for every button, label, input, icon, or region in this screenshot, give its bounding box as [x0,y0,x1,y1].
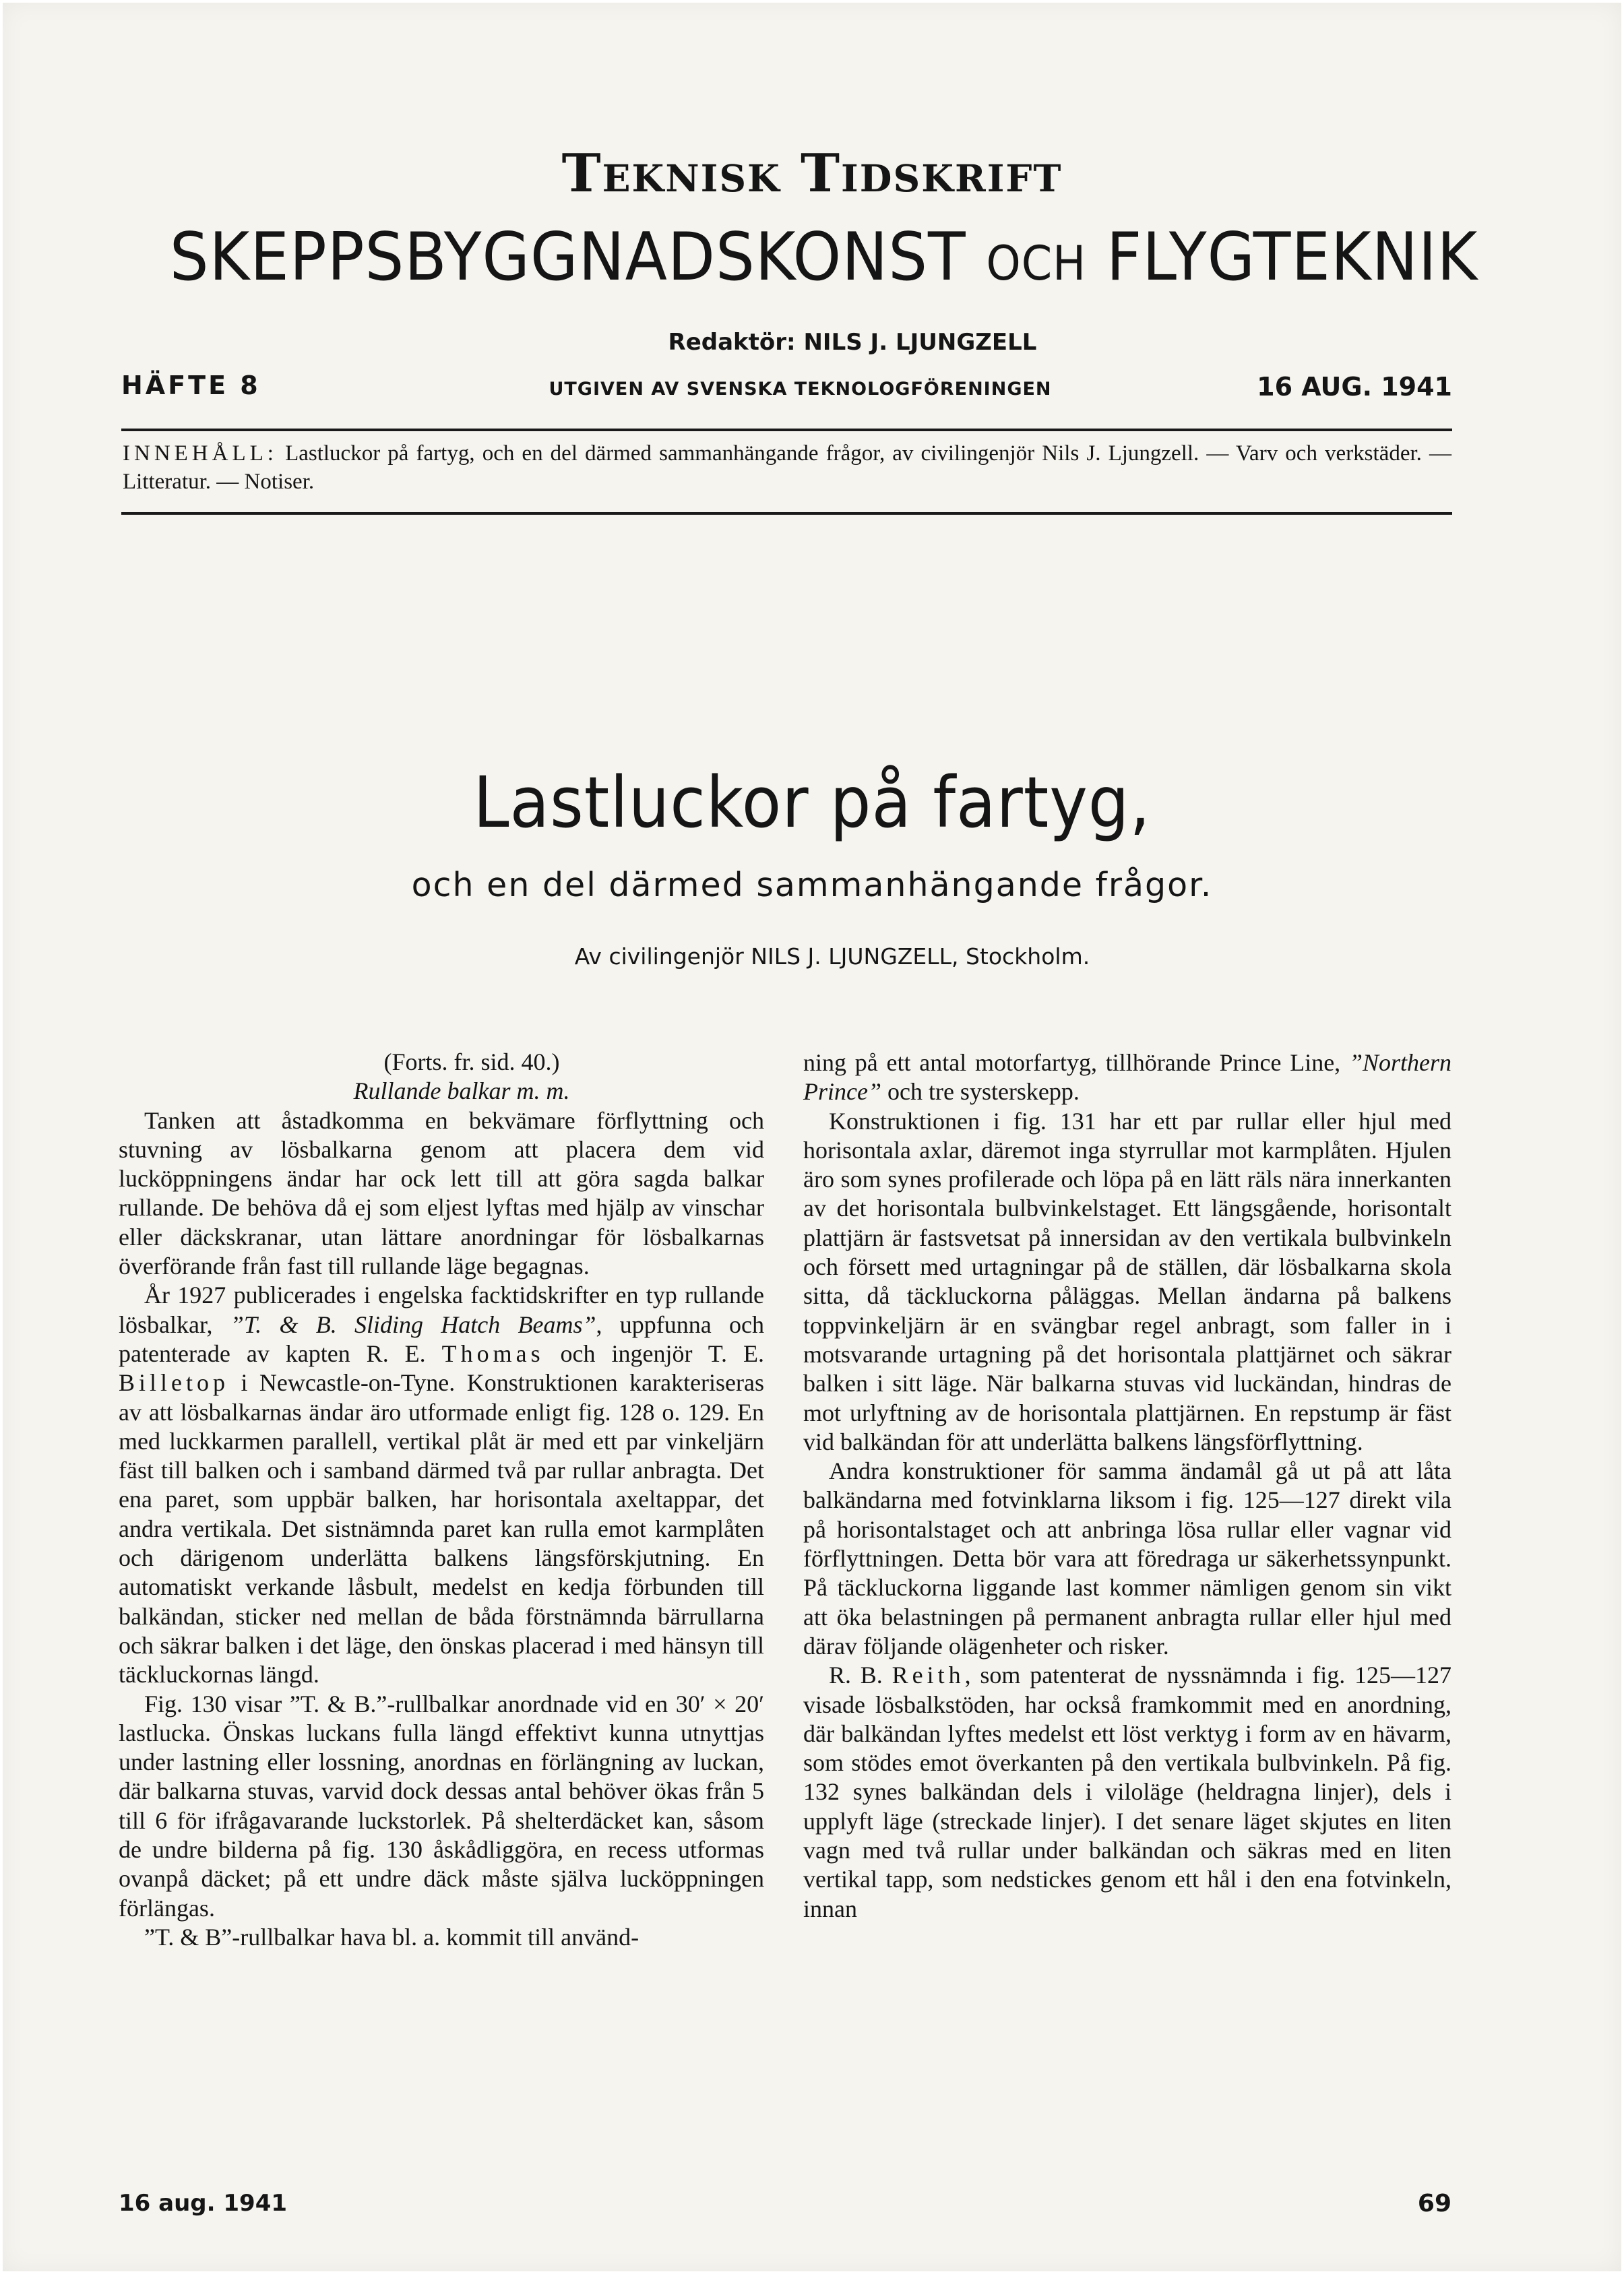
text-run: i Newcastle-on-Tyne. Konstruktionen karakteriseras av att lösbalkarnas ändar äro utformade enligt fig. 128 o. 129. En med luckkarmen parallell, vertikal plåt är med ett par vinkeljärn fäst till balken och i samband därmed två par rullar anbragta. Det ena paret, som uppbär balken, har horisontala axeltappar, det andra vertikala. Det sistnämnda paret kan rulla emot karmplåten och därigenom underlätta balkens längsförskjutning. En automatiskt verkande låsbult, medelst en kedja förbunden till balkändan, sticker ned mellan de båda förstnämnda bärrullarna och säkrar balken i det läge, den önskas placerad i med hänsyn till täckluckornas längd. [119,1369,764,1688]
table-of-contents [123,439,1451,496]
paragraph: Andra konstruktioner för samma ändamål gå ut på att låta balkändarna med fotvinklarna liksom i fig. 125—127 direkt vila på horisontalstaget och att anbringa lösa rullar eller vagnar vid förflyttningen. Detta bör vara att föredraga ur säkerhetssynpunkt. På täckluckorna liggande last kommer nämligen genom sin vikt att öka belastningen på permanent anbragta rullar eller hjul med därav följande olägenheter och risker. [803,1457,1451,1660]
text-run: , uppfunna och patenterade av kapten R. E. [119,1310,764,1367]
column-left [119,1048,764,1952]
contents-label: INNEHÅLL: [123,441,278,466]
section-heading: Rullande balkar m. m. [353,1077,570,1105]
text-run-italic: ”Northern Prince” [803,1049,1451,1106]
issue-number: HÄFTE 8 [121,371,261,400]
paragraph: Tanken att åstadkomma en bekvämare förflyttning och stuvning av lösbalkarna genom att placera dem vid lucköppningens ändar har ock lett till att göra sagda balkar rullande. De behöva då ej som eljest lyftas med hjälp av vinschar eller däckskranar, utan lättare anordningar för lösbalkarnas överförande från fast till rullande läge begagnas. [119,1106,764,1280]
page-number: 69 [1417,2190,1451,2217]
paragraph: ”T. & B”-rullbalkar hava bl. a. kommit till använd- [144,1923,639,1951]
paragraph: Konstruktionen i fig. 131 har ett par rullar eller hjul med horisontala axlar, däremot inga styrrullar mot karmplåten. Hjulen äro som synes profilerade och löpa på en lätt räls nära innerkanten av det horisontala bulbvinkelstaget. Ett längsgående, horisontalt plattjärn är fastsvetsat på innersidan av den vertikala bulbvinkeln och försett med urtagningar på de ställen, där lösbalkarna skola sitta, då täckluckorna påläggas. Mellan ändarna på balkens toppvinkeljärn är en svängbar regel anbragt, som faller in i motsvarande urtagning på det horisontala plattjärnet och säkrar balken i sitt läge. När balkarna stuvas vid luckändan, hindras de mot urlyftning av de horisontala plattjärnen. En repstump är fäst vid balkändan för att underlätta balkens längsförflyttning. [803,1107,1451,1455]
issue-row [121,371,1452,404]
section-title-end: FLYGTEKNIK [1106,219,1478,296]
footer-date: 16 aug. 1941 [119,2190,288,2217]
name-spaced: Billetop [119,1369,229,1397]
column-right [803,1048,1451,1924]
paragraph [803,1661,1451,1924]
article-subtitle: och en del därmed sammanhängande frågor. [411,866,1213,904]
text-run: , som patenterat de nyssnämnda i fig. 125—127 visade lösbalkstöden, har också framkommit med en anordning, där balkändan lyftes medelst ett löst verktyg i form av en hävarm, som stödes emot överkanten på den vertikala bulbvinkeln. På fig. 132 synes balkändan dels i viloläge (heldragna linjer), dels i upplyft läge (streckade linjer). I det senare läget skjutes en liten vagn med två rullar under balkändan och säkras med en liten vertikal tapp, som nedstickes genom ett hål i den ena fotvinkeln, innan [803,1662,1451,1922]
text-run: År 1927 publicerades i engelska facktidskrifter en typ rullande lösbalkar, [119,1282,764,1338]
text-run: ning på ett antal motorfartyg, tillhörande Prince Line, [803,1049,1349,1076]
article-author: Av civilingenjör NILS J. LJUNGZELL, Stockholm. [574,943,1090,970]
text-run-italic: ”T. & B. Sliding Hatch Beams” [230,1310,596,1338]
paragraph [119,1281,764,1689]
divider-top [121,429,1452,431]
divider-bottom [121,512,1452,515]
editor-line: Redaktör: NILS J. LJUNGZELL [668,329,1037,356]
paragraph [803,1048,1451,1107]
text-run: R. B. [829,1662,892,1689]
section-title [169,219,1478,296]
section-title-och: OCH [986,236,1087,291]
contents-text: Lastluckor på fartyg, och en del därmed sammanhängande frågor, av civilingenjör Nils J. Ljungzell. — Varv och verkstäder. — Litteratur. — Notiser. [123,441,1452,494]
name-spaced: Reith [892,1662,965,1689]
section-title-main: SKEPPSBYGGNADSKONST [169,219,966,296]
publisher-line: UTGIVEN AV SVENSKA TEKNOLOGFÖRENINGEN [549,379,1052,400]
article-title: Lastluckor på fartyg, [473,761,1151,844]
issue-date: 16 AUG. 1941 [1257,372,1452,402]
text-run: och ingenjör T. E. [544,1339,764,1367]
continued-note: (Forts. fr. sid. 40.) [383,1048,560,1075]
journal-title: Teknisk Tidskrift [561,143,1063,204]
text-run: och tre systerskepp. [881,1078,1080,1106]
paragraph: Fig. 130 visar ”T. & B.”-rullbalkar anordnade vid en 30′ × 20′ lastlucka. Önskas luckans fulla längd effektivt kunna utnyttjas under lastning eller lossning, anordnas en förlängning av luckan, där balkarna stuvas, varvid dock dessas antal behöver ökas från 5 till 6 för ifrågavarande luckstorlek. På shelterdäcket kan, såsom de undre bilderna på fig. 130 åskådliggöra, en recess utformas ovanpå däcket; på ett undre däck måste själva lucköppningen förlängas. [119,1690,764,1922]
name-spaced: Thomas [441,1339,544,1367]
